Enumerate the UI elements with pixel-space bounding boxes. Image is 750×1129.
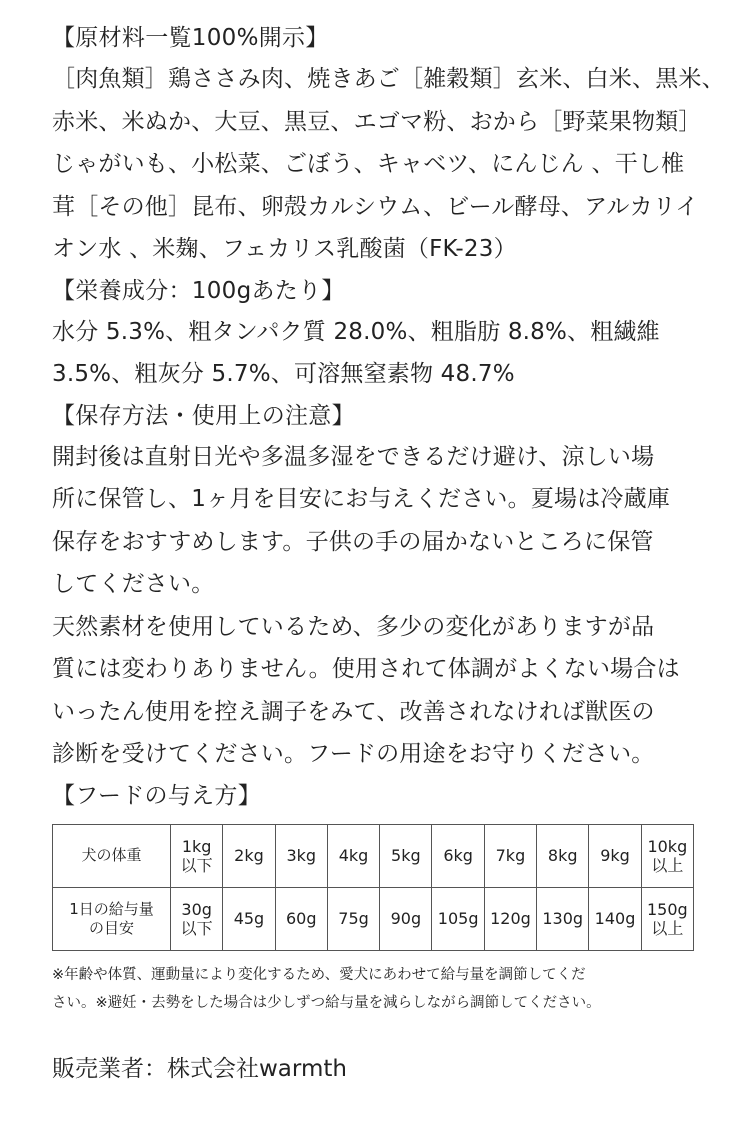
storage-line: 天然素材を使用しているため、多少の変化がありますが品 — [52, 613, 655, 640]
weight-cell: 10kg 以上 — [641, 824, 693, 887]
nutrition-line: 水分 5.3%、粗タンパク質 28.0%、粗脂肪 8.8%、粗繊維 — [52, 318, 660, 345]
amount-cell: 60g — [275, 887, 327, 950]
weight-cell: 4kg — [327, 824, 379, 887]
storage-line: 質には変わりありません。使用されて体調がよくない場合は — [52, 656, 680, 682]
weight-cell: 2kg — [223, 824, 275, 887]
feeding-table — [52, 824, 694, 951]
weight-cell: 6kg — [432, 824, 484, 887]
storage-paragraph-1 — [52, 436, 702, 606]
weight-cell: 8kg — [537, 824, 589, 887]
weight-cell: 1kg 以下 — [171, 824, 223, 887]
storage-paragraph-2 — [52, 606, 702, 776]
ingredients-line: じゃがいも、小松菜、ごぼう、キャベツ、にんじん 、干し椎 — [52, 151, 685, 177]
amount-row — [53, 887, 694, 950]
amount-cell: 105g — [432, 887, 484, 950]
ingredients-heading: 【原材料一覧100%開示】 — [52, 25, 329, 51]
storage-line: 所に保管し、1ヶ月を目安にお与えください。夏場は冷蔵庫 — [52, 486, 671, 512]
storage-heading: 【保存方法・使用上の注意】 — [52, 402, 355, 429]
storage-line: 診断を受けてください。フードの用途をお守りください。 — [52, 741, 655, 767]
ingredients-list — [52, 58, 725, 271]
feeding-heading: 【フードの与え方】 — [52, 782, 262, 809]
amount-label: 1日の給与量 の目安 — [53, 887, 171, 950]
weight-cell: 3kg — [275, 824, 327, 887]
amount-cell: 90g — [380, 887, 432, 950]
weight-cell: 9kg — [589, 824, 641, 887]
product-info — [52, 18, 725, 1089]
ingredients-line: オン水 、米麹、フェカリス乳酸菌（FK-23） — [52, 236, 517, 262]
weight-row — [53, 824, 694, 887]
ingredients-line: ［肉魚類］鶏ささみ肉、焼きあご［雑穀類］玄米、白米、黒米、 — [52, 66, 725, 92]
amount-cell: 150g 以上 — [641, 887, 693, 950]
amount-cell: 140g — [589, 887, 641, 950]
note-line: ※年齢や体質、運動量により変化するため、愛犬にあわせて給与量を調節してくだ — [52, 966, 586, 983]
ingredients-line: 茸［その他］昆布、卵殻カルシウム、ビール酵母、アルカリイ — [52, 193, 699, 220]
amount-cell: 75g — [327, 887, 379, 950]
storage-line: 保存をおすすめします。子供の手の届かないところに保管 — [52, 528, 654, 555]
nutrition-heading: 【栄養成分：100gあたり】 — [52, 277, 345, 304]
amount-cell: 120g — [484, 887, 536, 950]
nutrition-line: 3.5%、粗灰分 5.7%、可溶無窒素物 48.7% — [52, 361, 515, 387]
amount-cell: 45g — [223, 887, 275, 950]
amount-cell: 130g — [537, 887, 589, 950]
weight-label: 犬の体重 — [53, 824, 171, 887]
amount-cell: 30g 以下 — [171, 887, 223, 950]
note-line: さい。※避妊・去勢をした場合は少しずつ給与量を減らしながら調節してください。 — [52, 994, 601, 1011]
nutrition-values — [52, 311, 702, 396]
seller-info: 販売業者：株式会社warmth — [52, 1055, 347, 1082]
storage-line: 開封後は直射日光や多温多湿をできるだけ避け、涼しい場 — [52, 443, 655, 470]
storage-line: いったん使用を控え調子をみて、改善されなければ獣医の — [52, 698, 655, 725]
weight-cell: 5kg — [380, 824, 432, 887]
storage-line: してください。 — [52, 571, 215, 597]
ingredients-line: 赤米、米ぬか、大豆、黒豆、エゴマ粉、おから［野菜果物類］ — [52, 108, 702, 135]
feeding-note — [52, 961, 702, 1017]
weight-cell: 7kg — [484, 824, 536, 887]
